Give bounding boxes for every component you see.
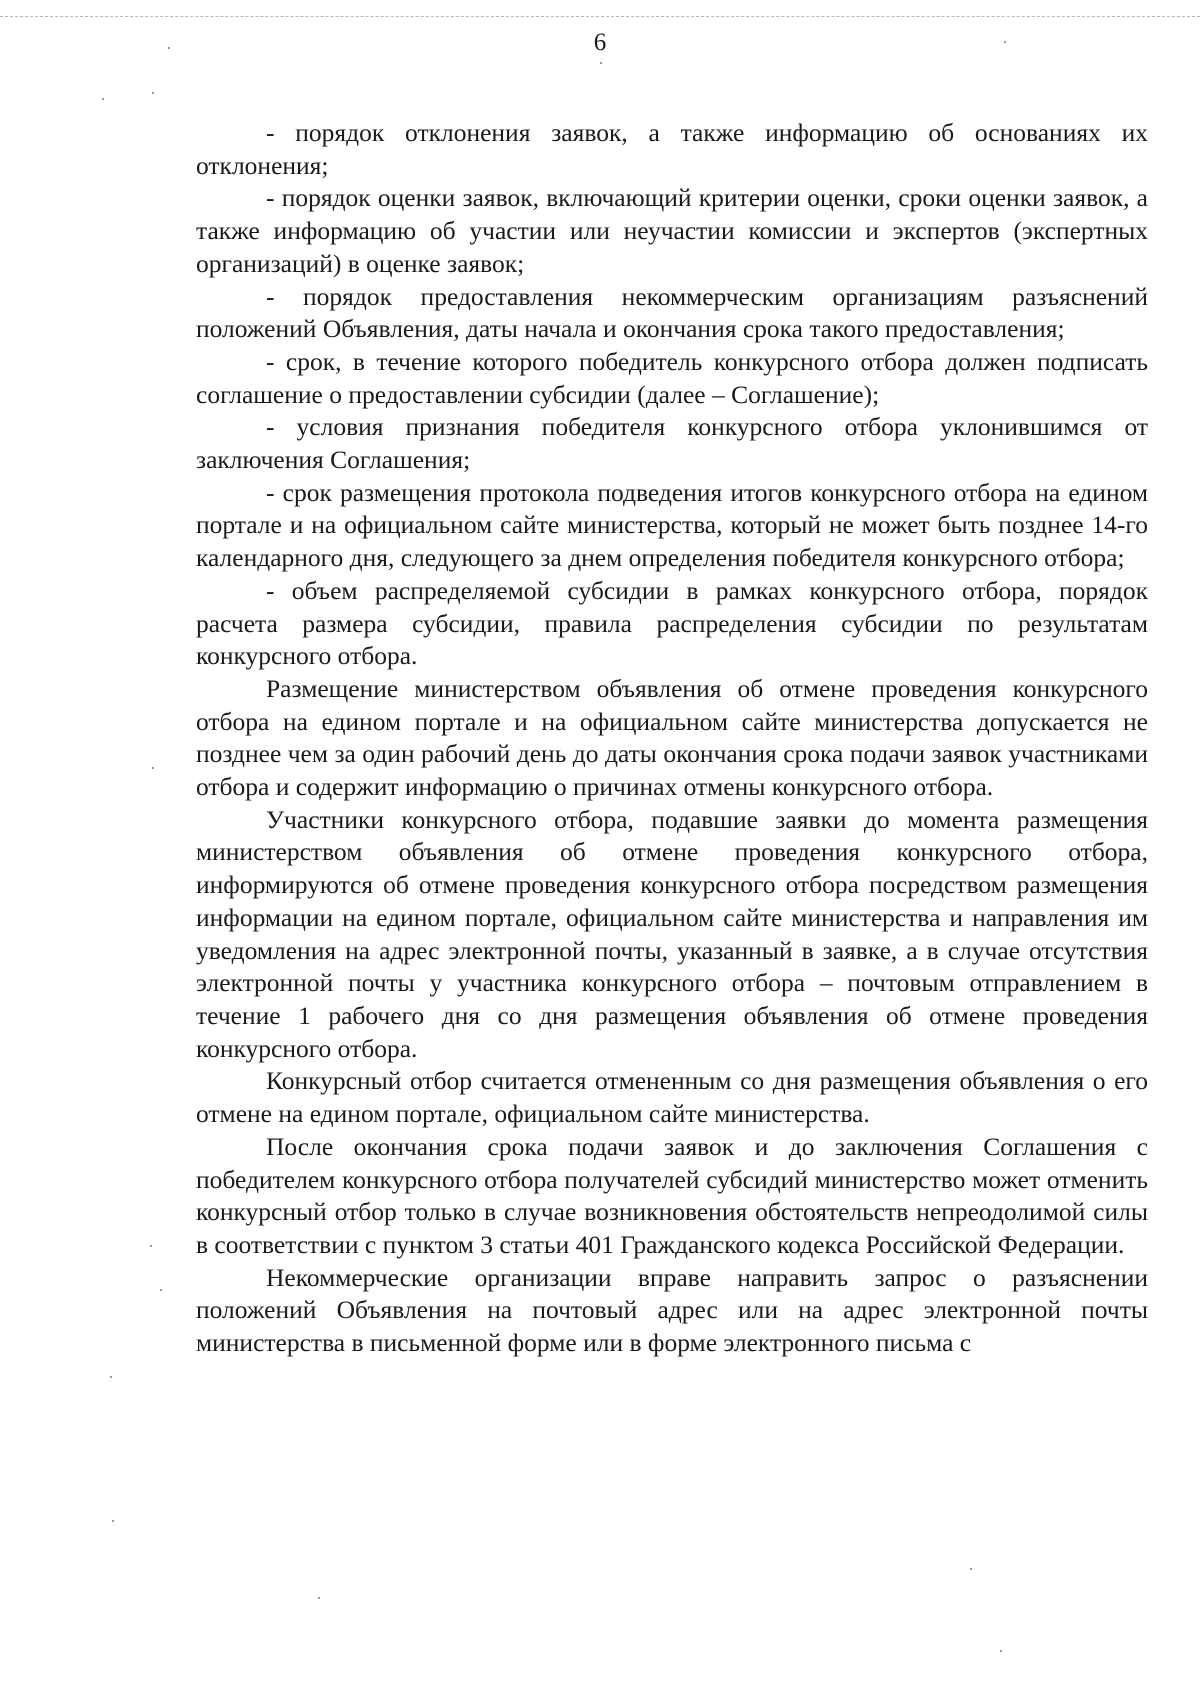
paragraph-clarification-request: Некоммерческие организации вправе направить запрос о разъяснении положений Объявления на почтовый адрес или на адрес электронной почты министерства в письменной форме или в форме электронного письма с bbox=[196, 1262, 1148, 1358]
paragraph-cancellation-effective: Конкурсный отбор считается отмененным со дня размещения объявления о его отмене на едином портале, официальном сайте министерства. bbox=[196, 1066, 1148, 1129]
scan-speck bbox=[970, 1568, 972, 1570]
paragraph-participants-informed: Участники конкурсного отбора, подавшие заявки до момента размещения министерством объявления об отмене проведения конкурсного отбора, информируются об отмене проведения конкурсного отбора посредством размещения информации на едином портале, официальном сайте министерства и направления им уведомления на адрес электронной почты, указанный в заявке, а в случае отсутствия электронной почты у участника конкурсного отбора – почтовым отправлением в течение 1 рабочего дня со дня размещения объявления об отмене проведения конкурсного отбора. bbox=[196, 804, 1148, 1063]
paragraph-evasion-conditions: - условия признания победителя конкурсного отбора уклонившимся от заключения Соглашения; bbox=[196, 412, 1148, 475]
paragraph-evaluation-procedure: - порядок оценки заявок, включающий критерии оценки, сроки оценки заявок, а также информацию об участии или неучастии комиссии и экспертов (экспертных организаций) в оценке заявок; bbox=[196, 183, 1148, 278]
scan-speck bbox=[110, 1376, 112, 1378]
page-number: 6 bbox=[593, 29, 607, 56]
scan-speck bbox=[150, 1245, 152, 1247]
scan-speck bbox=[160, 1289, 162, 1291]
paragraph-rejection-procedure: - порядок отклонения заявок, а также информацию об основаниях их отклонения; bbox=[196, 118, 1148, 180]
paragraph-cancellation-notice: Размещение министерством объявления об отмене проведения конкурсного отбора на едином портале и на официальном сайте министерства допускается не позднее чем за один рабочий день до даты окончания срока подачи заявок участниками отбора и содержит информацию о причинах отмены конкурсного отбора. bbox=[196, 673, 1148, 802]
scan-speck bbox=[318, 1597, 320, 1599]
paragraph-protocol-deadline: - срок размещения протокола подведения итогов конкурсного отбора на едином портале и на официальном сайте министерства, который не может быть позднее 14-го календарного дня, следующего за днем определения победителя конкурсного отбора; bbox=[196, 477, 1148, 573]
scan-speck bbox=[102, 98, 104, 100]
document-body bbox=[196, 117, 1148, 1360]
scan-speck bbox=[152, 92, 154, 94]
paragraph-clarifications-procedure: - порядок предоставления некоммерческим организациям разъяснений положений Объявления, даты начала и окончания срока такого предоставления; bbox=[196, 281, 1148, 344]
paragraph-agreement-deadline: - срок, в течение которого победитель конкурсного отбора должен подписать соглашение о предоставлении субсидии (далее – Соглашение); bbox=[196, 346, 1148, 409]
scan-speck bbox=[1000, 1650, 1002, 1652]
scan-speck bbox=[168, 47, 170, 49]
scan-top-edge bbox=[0, 16, 1200, 17]
scan-speck bbox=[152, 767, 154, 769]
scan-speck bbox=[112, 1520, 114, 1522]
scan-speck bbox=[600, 62, 602, 64]
paragraph-force-majeure: После окончания срока подачи заявок и до заключения Соглашения с победителем конкурсного отбора получателей субсидий министерство может отменить конкурсный отбор только в случае возникновения обстоятельств непреодолимой силы в соответствии с пунктом 3 статьи 401 Гражданского кодекса Российской Федерации. bbox=[196, 1131, 1148, 1259]
scan-speck bbox=[1004, 41, 1006, 43]
paragraph-subsidy-volume: - объем распределяемой субсидии в рамках конкурсного отбора, порядок расчета размера субсидии, правила распределения субсидии по результатам конкурсного отбора. bbox=[196, 575, 1148, 671]
